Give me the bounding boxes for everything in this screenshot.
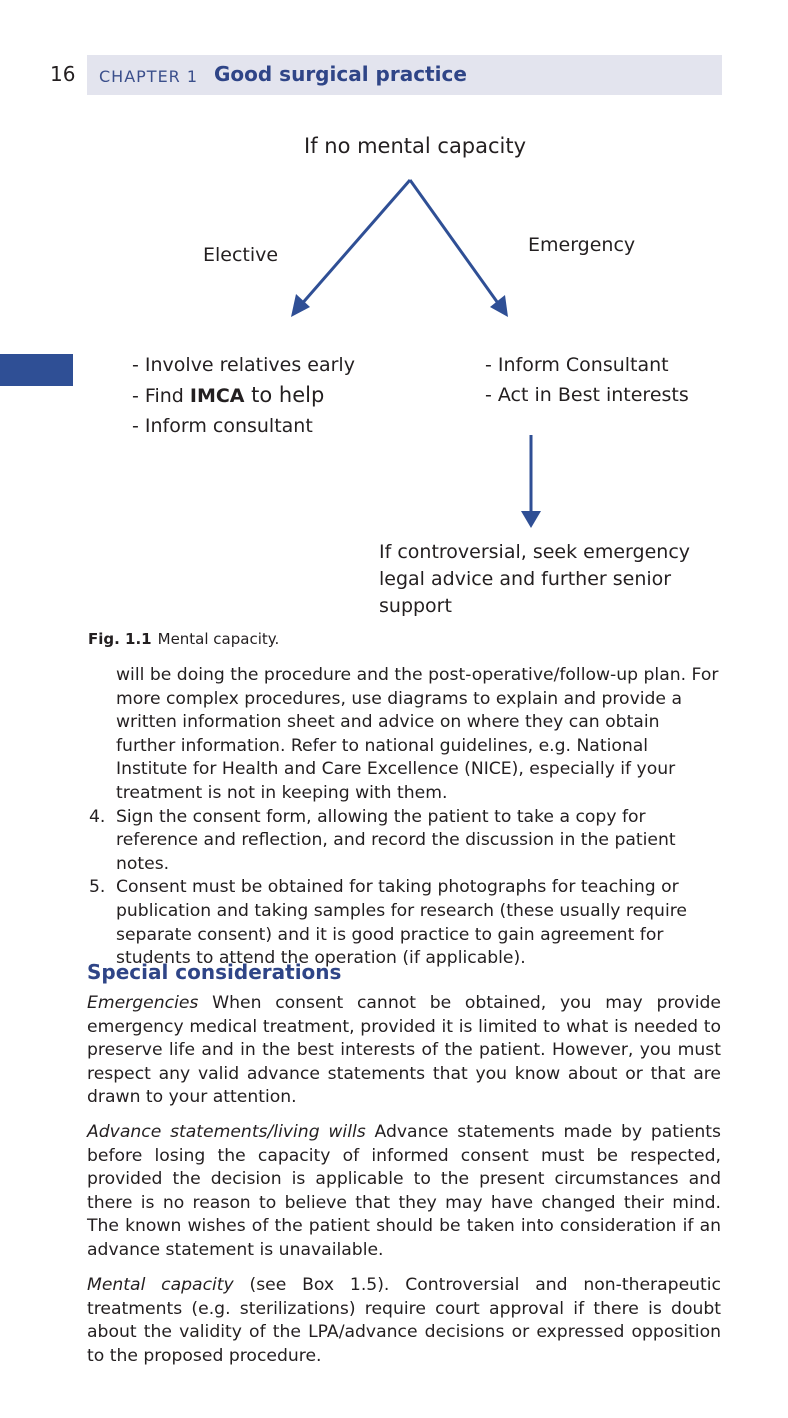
paragraph-advance-statements: Advance statements/living wills Advance statements made by patients before losing the capacity of informed consent must be respected, provided the decision is applicable to the present circumstances and there is no reason to believe that they may have changed their mind. The known wishes of the patient should be taken into consideration if an advance statement is unavailable. — [87, 1122, 721, 1260]
emergency-action: - Inform Consultant — [485, 354, 669, 376]
chapter-label: CHAPTER 1 — [99, 67, 199, 86]
elective-action: - Find IMCA to help — [132, 383, 325, 407]
decision-root: If no mental capacity — [304, 134, 527, 158]
list-item-4: 4. Sign the consent form, allowing the patient to take a copy for reference and reflection, and record the discussion in the patient notes. — [89, 806, 676, 874]
arrow-right-line — [410, 180, 500, 306]
chapter-title: Good surgical practice — [214, 62, 467, 86]
emergency-action: - Act in Best interests — [485, 384, 689, 406]
emergency-actions — [485, 350, 689, 410]
arrow-left-line — [300, 180, 410, 306]
page-number: 16 — [50, 62, 76, 86]
elective-actions — [132, 350, 355, 441]
elective-action: - Inform consultant — [132, 415, 313, 437]
list-continuation: will be doing the procedure and the post-operative/follow-up plan. For more complex procedures, use diagrams to explain and provide a written information sheet and advice on where they can obtain further information. Refer to national guidelines, e.g. National Institute for Health and Care Excellence (NICE), especially if your treatment is not in keeping with them. — [116, 665, 719, 803]
figure-caption-text: Mental capacity. — [157, 630, 280, 648]
branch-emergency-label: Emergency — [528, 234, 636, 256]
paragraph-emergencies: Emergencies When consent cannot be obtained, you may provide emergency medical treatment, provided it is limited to what is needed to preserve life and in the best interests of the patient. However, you must respect any valid advance statements that you know about or that are drawn to your attention. — [87, 993, 721, 1108]
elective-action: - Involve relatives early — [132, 354, 355, 376]
numbered-list — [87, 664, 721, 971]
mental-capacity-flowchart — [0, 120, 788, 640]
arrowhead-down — [521, 511, 541, 528]
running-header — [87, 55, 722, 95]
paragraph-mental-capacity: Mental capacity (see Box 1.5). Controversial and non-therapeutic treatments (e.g. sterilizations) require court approval if there is doubt about the validity of the LPA/advance decisions or expressed opposition to the proposed procedure. — [87, 1275, 721, 1366]
controversial-outcome: If controversial, seek emergency legal advice and further senior support — [379, 541, 691, 617]
branch-elective-label: Elective — [203, 244, 279, 266]
figure-caption — [88, 630, 279, 648]
figure-label: Fig. 1.1 — [88, 630, 152, 648]
list-item-5: 5. Consent must be obtained for taking photographs for teaching or publication and taking samples for research (these usually require separate consent) and it is good practice to gain agreement for students to attend the operation (if applicable). — [89, 877, 687, 969]
section-heading: Special considerations — [87, 960, 342, 984]
